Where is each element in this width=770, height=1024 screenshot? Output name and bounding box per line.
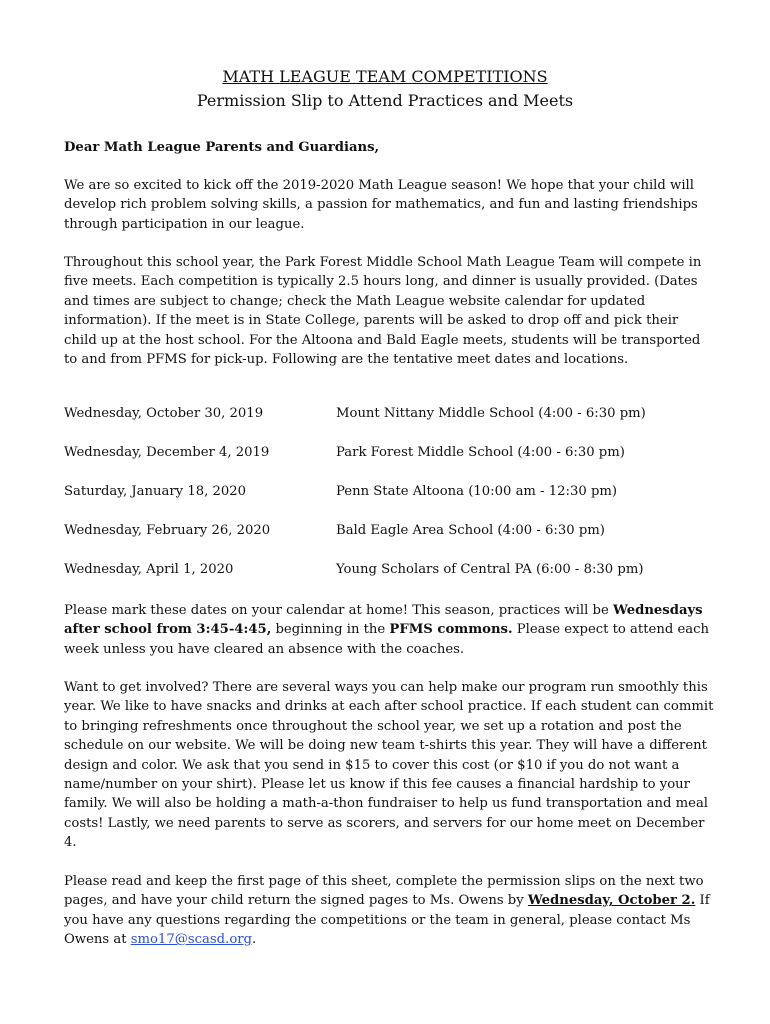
meet-row — [64, 523, 714, 562]
return-paragraph — [64, 872, 714, 950]
return-text: If you have any questions regarding the competitions or the team in general, please contact Ms Owens at — [64, 893, 710, 948]
practice-text: Please mark these dates on your calendar at home! This season, practices will be — [64, 603, 613, 618]
meet-date: Saturday, January 18, 2020 — [64, 484, 247, 499]
practice-paragraph — [64, 601, 714, 659]
greeting: Dear Math League Parents and Guardians, — [64, 140, 380, 155]
meet-row — [64, 484, 714, 523]
practice-time: Wednesdays after school from 3:45-4:45, — [64, 603, 703, 638]
contact-email-link[interactable]: smo17@scasd.org — [130, 932, 253, 948]
return-text: Please read and keep the first page of this sheet, complete the permission slips on the next two pages, and have your child return the signed pages to Ms. Owens by — [64, 874, 704, 909]
return-text: . — [252, 932, 257, 948]
meet-row — [64, 406, 714, 445]
meet-date: Wednesday, December 4, 2019 — [64, 445, 270, 460]
practice-text: Please expect to attend each week unless you have cleared an absence with the coaches. — [64, 622, 709, 657]
meet-row — [64, 445, 714, 484]
meet-location: Young Scholars of Central PA (6:00 - 8:30 pm) — [336, 562, 644, 577]
meet-schedule — [64, 406, 714, 601]
meet-row — [64, 562, 714, 601]
meet-date: Wednesday, February 26, 2020 — [64, 523, 271, 538]
page-subtitle: Permission Slip to Attend Practices and Meets — [196, 91, 574, 110]
due-date: Wednesday, October 2. — [527, 893, 696, 909]
involvement-paragraph: Want to get involved? There are several ways you can help make our program run smoothly this year. We like to have snacks and drinks at each after school practice. If each student can commit to bringing refreshments once throughout the school year, we set up a rotation and post the schedule on our website. We will be doing new team t-shirts this year. They will have a different design and color. We ask that you send in $15 to cover this cost (or $10 if you do not want a name/number on your shirt). Please let us know if this fee causes a financial hardship to your family. We will also be holding a math-a-thon fundraiser to help us fund transportation and meal costs! Lastly, we need parents to serve as scorers, and servers for our home meet on December 4. — [64, 680, 714, 851]
page-title: MATH LEAGUE TEAM COMPETITIONS — [222, 67, 548, 86]
practice-location: PFMS commons. — [389, 622, 513, 638]
meet-location: Mount Nittany Middle School (4:00 - 6:30 pm) — [336, 406, 646, 421]
meet-date: Wednesday, October 30, 2019 — [64, 406, 264, 421]
intro-paragraph: We are so excited to kick off the 2019-2020 Math League season! We hope that your child will develop rich problem solving skills, a passion for mathematics, and fun and lasting friendships through participation in our league. — [64, 178, 698, 232]
meet-location: Penn State Altoona (10:00 am - 12:30 pm) — [336, 484, 618, 499]
meet-location: Bald Eagle Area School (4:00 - 6:30 pm) — [336, 523, 605, 538]
meet-date: Wednesday, April 1, 2020 — [64, 562, 234, 577]
meet-location: Park Forest Middle School (4:00 - 6:30 pm) — [336, 445, 625, 460]
title-block — [0, 66, 770, 112]
practice-text: beginning in the — [271, 622, 390, 638]
schedule-paragraph: Throughout this school year, the Park Forest Middle School Math League Team will compete in five meets. Each competition is typically 2.5 hours long, and dinner is usually provided. (Dates and times are subject to change; check the Math League website calendar for updated information). If the meet is in State College, parents will be asked to drop off and pick their child up at the host school. For the Altoona and Bald Eagle meets, students will be transported to and from PFMS for pick-up. Following are the tentative meet dates and locations. — [64, 255, 702, 368]
